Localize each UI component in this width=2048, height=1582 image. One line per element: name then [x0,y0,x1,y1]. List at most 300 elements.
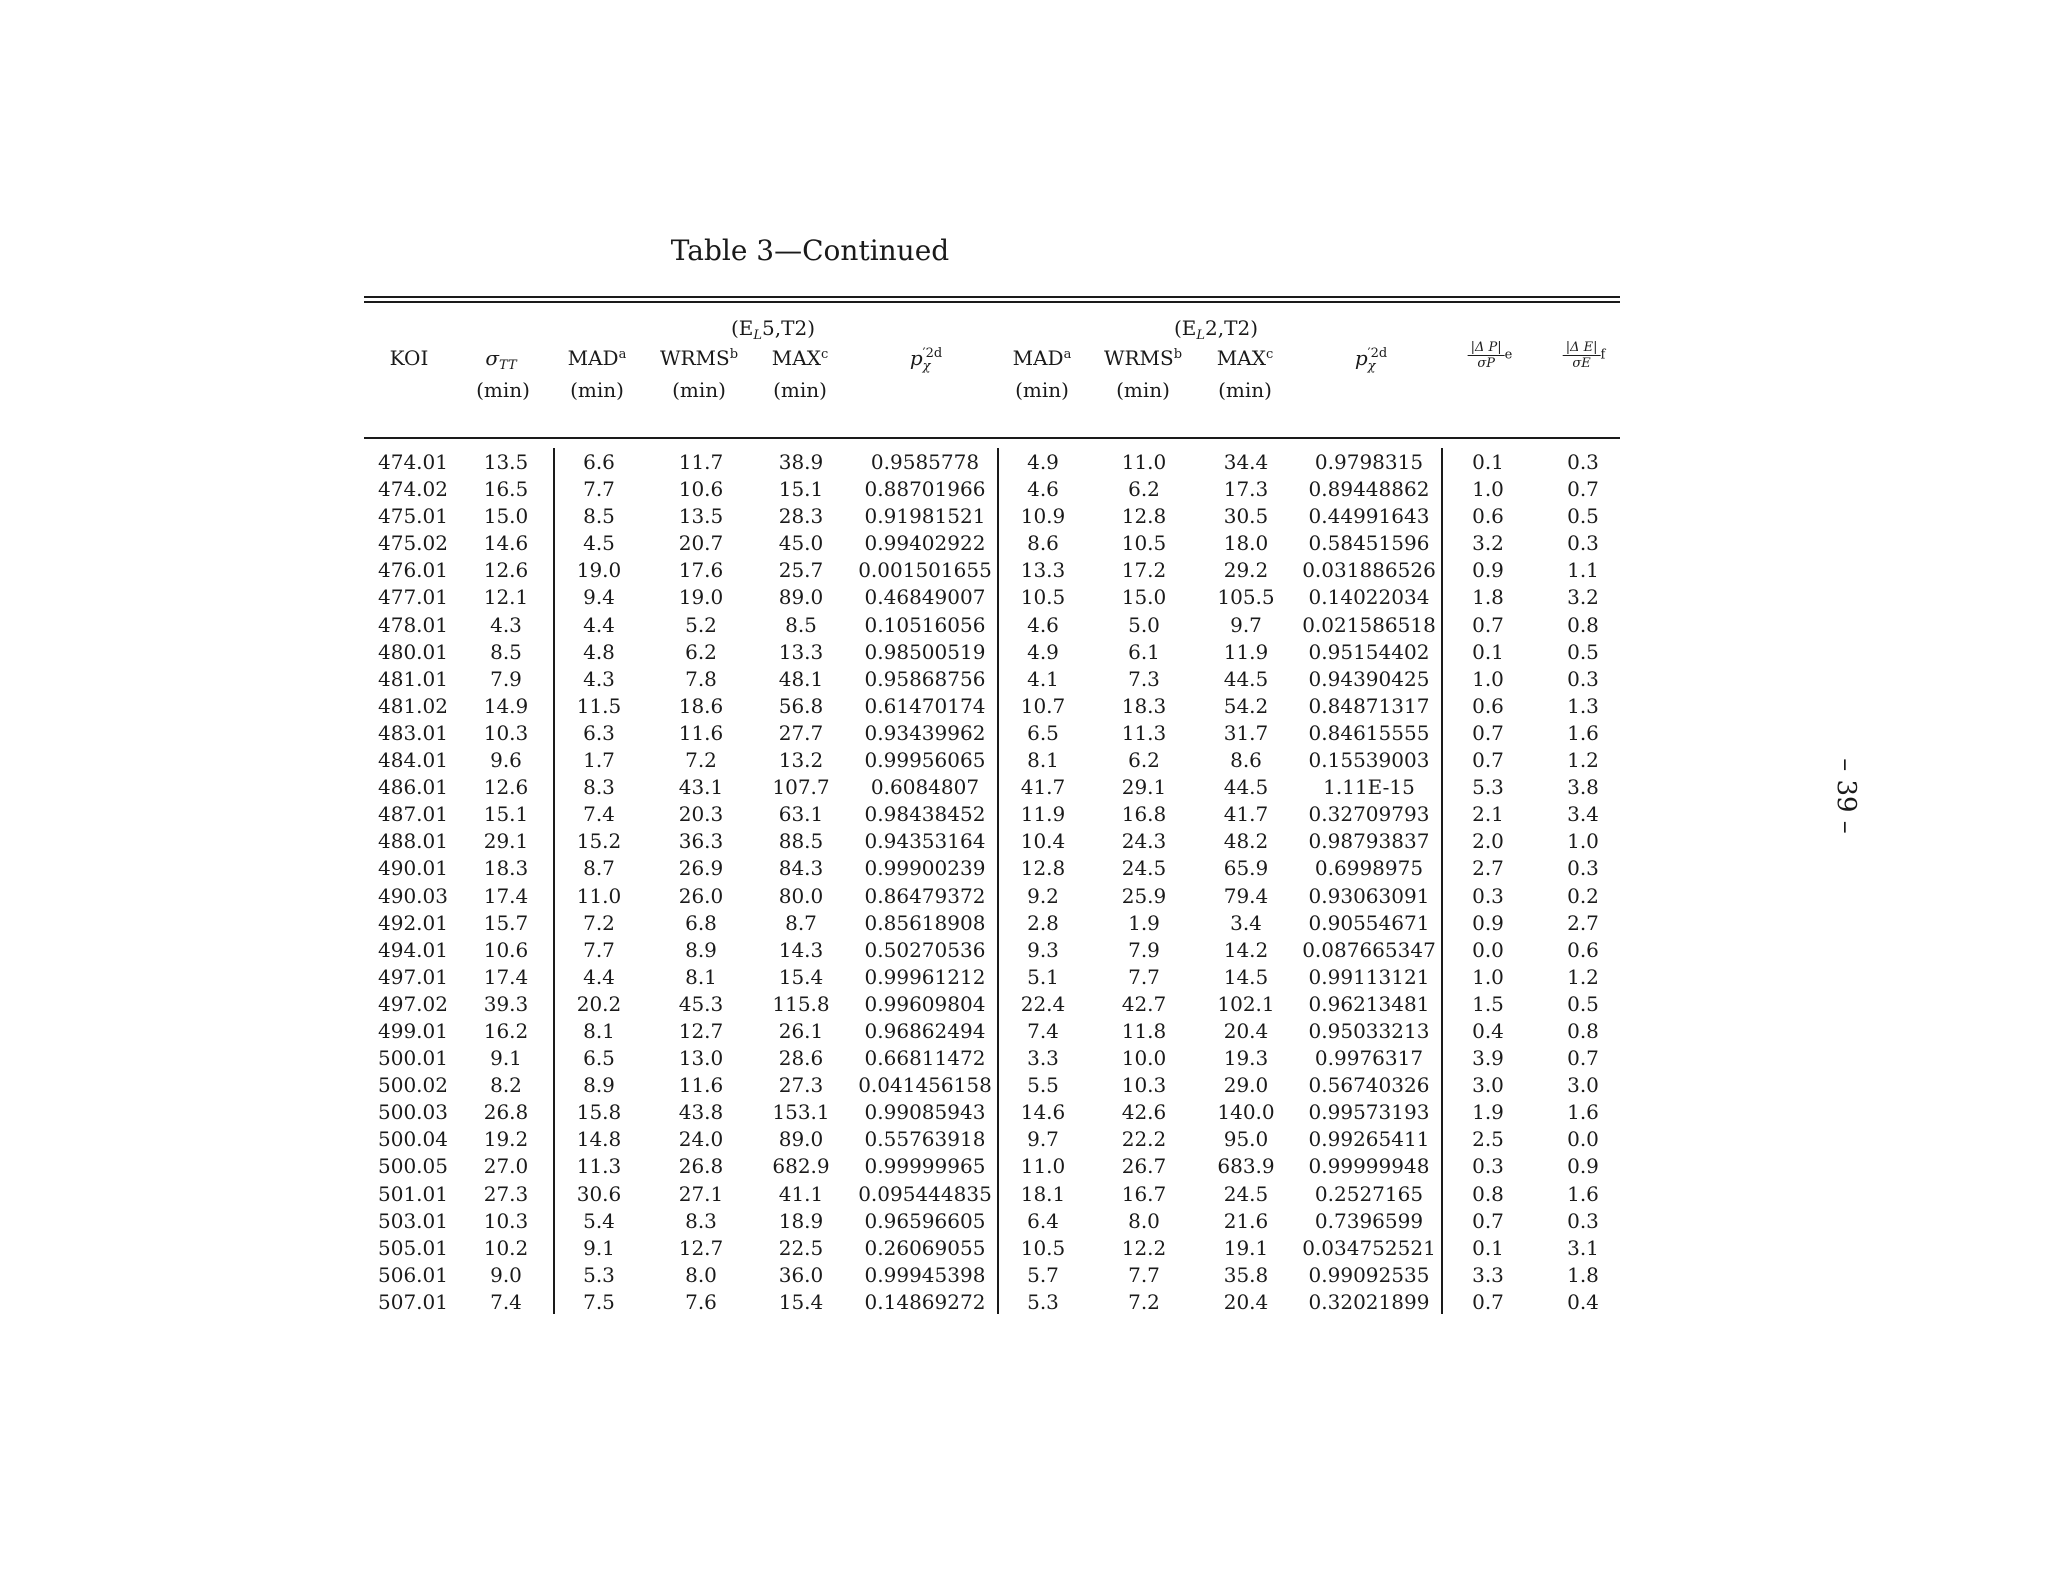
col-header-mad-2: MAD$^a$ [1012,346,1072,370]
cell-delta-e: 0.3 [1567,531,1599,556]
cell-sigma-tt: 7.4 [490,1289,522,1314]
cell-p-chi-el5: 0.10516056 [864,612,986,637]
cell-wrms-el5: 24.0 [678,1127,724,1152]
cell-p-chi-el2: 0.56740326 [1308,1073,1430,1098]
cell-p-chi-el2: 0.58451596 [1308,531,1430,556]
cell-mad-el2: 5.5 [1027,1073,1059,1098]
cell-p-chi-el2: 0.32709793 [1308,802,1430,827]
cell-sigma-tt: 14.6 [483,531,529,556]
cell-mad-el2: 18.1 [1020,1181,1066,1206]
cell-mad-el5: 6.6 [583,450,615,474]
cell-delta-p: 0.3 [1472,1154,1504,1179]
cell-p-chi-el5: 0.14869272 [864,1289,986,1314]
cell-max-el5: 15.1 [778,477,824,502]
cell-delta-p: 0.1 [1472,450,1504,474]
cell-koi: 487.01 [378,802,448,827]
cell-mad-el5: 11.3 [576,1154,622,1179]
table-row [0,855,1700,882]
cell-mad-el5: 7.7 [583,477,615,502]
cell-delta-p: 3.9 [1472,1046,1504,1071]
cell-delta-p: 0.7 [1472,748,1504,773]
cell-max-el2: 29.0 [1223,1073,1269,1098]
cell-p-chi-el2: 0.99573193 [1308,1100,1430,1125]
table-row [0,1262,1700,1289]
cell-wrms-el2: 11.3 [1121,720,1167,745]
cell-max-el2: 24.5 [1223,1181,1269,1206]
cell-koi: 500.02 [378,1073,448,1098]
cell-p-chi-el2: 0.99092535 [1308,1262,1430,1287]
cell-delta-e: 3.2 [1567,585,1599,610]
cell-wrms-el5: 11.6 [678,720,724,745]
cell-wrms-el2: 10.5 [1121,531,1167,556]
table-row [0,557,1700,584]
cell-mad-el5: 7.5 [583,1289,615,1314]
cell-wrms-el5: 26.9 [678,856,724,881]
cell-max-el2: 54.2 [1223,693,1269,718]
cell-koi: 506.01 [378,1262,448,1287]
cell-koi: 497.01 [378,964,448,989]
cell-p-chi-el2: 0.89448862 [1308,477,1430,502]
cell-mad-el5: 1.7 [583,748,615,773]
unit-mad-2: (min) [1015,378,1069,402]
cell-sigma-tt: 10.3 [483,720,529,745]
cell-max-el5: 48.1 [778,666,824,691]
col-header-delta-p: $\frac{\text{|Δ P|}}{\sigma P}$ e [1468,340,1513,371]
cell-delta-p: 0.7 [1472,1208,1504,1233]
cell-mad-el2: 3.3 [1027,1046,1059,1071]
cell-delta-e: 3.8 [1567,775,1599,800]
cell-koi: 480.01 [378,639,448,664]
cell-p-chi-el2: 0.087665347 [1302,937,1436,962]
cell-sigma-tt: 17.4 [483,964,529,989]
cell-max-el5: 84.3 [778,856,824,881]
cell-max-el2: 20.4 [1223,1018,1269,1043]
cell-delta-p: 3.0 [1472,1073,1504,1098]
table-row [0,1018,1700,1045]
cell-delta-e: 1.2 [1567,964,1599,989]
table-row [0,639,1700,666]
cell-koi: 490.03 [378,883,448,908]
cell-max-el2: 683.9 [1217,1154,1275,1179]
cell-delta-e: 1.3 [1567,693,1599,718]
table-row [0,1099,1700,1126]
cell-max-el2: 44.5 [1223,775,1269,800]
cell-wrms-el5: 8.3 [685,1208,717,1233]
cell-mad-el2: 13.3 [1020,558,1066,583]
table-row [0,720,1700,747]
cell-delta-e: 3.1 [1567,1235,1599,1260]
cell-koi: 484.01 [378,748,448,773]
cell-max-el5: 18.9 [778,1208,824,1233]
table-row [0,693,1700,720]
table-row [0,937,1700,964]
cell-sigma-tt: 10.6 [483,937,529,962]
cell-mad-el2: 4.9 [1027,450,1059,474]
cell-p-chi-el5: 0.88701966 [864,477,986,502]
cell-max-el2: 11.9 [1223,639,1269,664]
cell-max-el5: 88.5 [778,829,824,854]
cell-p-chi-el2: 0.9976317 [1314,1046,1424,1071]
table-row [0,449,1700,476]
cell-wrms-el2: 26.7 [1121,1154,1167,1179]
col-header-p-chi-2: p ′2d χ [1354,345,1388,374]
cell-koi: 499.01 [378,1018,448,1043]
cell-wrms-el2: 18.3 [1121,693,1167,718]
cell-wrms-el5: 7.6 [685,1289,717,1314]
cell-sigma-tt: 18.3 [483,856,529,881]
unit-mad-1: (min) [570,378,624,402]
cell-max-el5: 25.7 [778,558,824,583]
col-header-wrms-2: WRMS$^b$ [1103,346,1183,370]
cell-max-el2: 65.9 [1223,856,1269,881]
table-row [0,964,1700,991]
cell-wrms-el2: 15.0 [1121,585,1167,610]
cell-wrms-el5: 13.0 [678,1046,724,1071]
table-row [0,584,1700,611]
cell-wrms-el2: 11.8 [1121,1018,1167,1043]
cell-p-chi-el2: 0.7396599 [1314,1208,1424,1233]
cell-delta-p: 0.1 [1472,1235,1504,1260]
cell-wrms-el2: 8.0 [1128,1208,1160,1233]
cell-mad-el2: 6.4 [1027,1208,1059,1233]
cell-koi: 481.01 [378,666,448,691]
cell-sigma-tt: 19.2 [483,1127,529,1152]
cell-p-chi-el5: 0.98500519 [864,639,986,664]
cell-koi: 494.01 [378,937,448,962]
cell-p-chi-el5: 0.99085943 [864,1100,986,1125]
table-row [0,883,1700,910]
cell-delta-e: 0.5 [1567,639,1599,664]
cell-p-chi-el5: 0.86479372 [864,883,986,908]
cell-wrms-el2: 24.5 [1121,856,1167,881]
cell-delta-p: 1.8 [1472,585,1504,610]
cell-delta-e: 0.2 [1567,883,1599,908]
cell-p-chi-el2: 0.031886526 [1302,558,1436,583]
cell-mad-el5: 19.0 [576,558,622,583]
cell-max-el2: 44.5 [1223,666,1269,691]
cell-sigma-tt: 10.3 [483,1208,529,1233]
cell-p-chi-el2: 0.94390425 [1308,666,1430,691]
cell-max-el5: 28.6 [778,1046,824,1071]
cell-delta-e: 0.8 [1567,1018,1599,1043]
cell-wrms-el2: 5.0 [1128,612,1160,637]
cell-max-el5: 115.8 [772,991,830,1016]
cell-max-el2: 17.3 [1223,477,1269,502]
cell-mad-el5: 9.4 [583,585,615,610]
cell-delta-p: 0.6 [1472,693,1504,718]
cell-mad-el5: 30.6 [576,1181,622,1206]
cell-delta-p: 0.4 [1472,1018,1504,1043]
cell-max-el2: 41.7 [1223,802,1269,827]
cell-p-chi-el2: 0.034752521 [1302,1235,1436,1260]
cell-delta-e: 0.3 [1567,450,1599,474]
table-row [0,1045,1700,1072]
cell-delta-p: 3.3 [1472,1262,1504,1287]
cell-max-el5: 26.1 [778,1018,824,1043]
cell-mad-el2: 9.3 [1027,937,1059,962]
cell-mad-el2: 9.7 [1027,1127,1059,1152]
cell-max-el2: 19.1 [1223,1235,1269,1260]
cell-mad-el2: 22.4 [1020,991,1066,1016]
cell-max-el5: 28.3 [778,504,824,529]
cell-p-chi-el2: 0.9798315 [1314,450,1424,474]
cell-wrms-el2: 25.9 [1121,883,1167,908]
cell-delta-e: 3.4 [1567,802,1599,827]
unit-max-2: (min) [1218,378,1272,402]
cell-koi: 490.01 [378,856,448,881]
cell-mad-el5: 4.3 [583,666,615,691]
cell-max-el2: 140.0 [1217,1100,1275,1125]
cell-p-chi-el2: 0.90554671 [1308,910,1430,935]
cell-koi: 476.01 [378,558,448,583]
cell-p-chi-el2: 0.95033213 [1308,1018,1430,1043]
cell-wrms-el5: 7.8 [685,666,717,691]
cell-max-el2: 29.2 [1223,558,1269,583]
cell-delta-e: 0.3 [1567,666,1599,691]
cell-p-chi-el5: 0.99402922 [864,531,986,556]
cell-mad-el5: 7.2 [583,910,615,935]
cell-p-chi-el2: 0.99113121 [1308,964,1430,989]
cell-wrms-el5: 26.8 [678,1154,724,1179]
cell-p-chi-el2: 0.99999948 [1308,1154,1430,1179]
cell-p-chi-el5: 0.001501655 [858,558,992,583]
cell-delta-e: 0.3 [1567,856,1599,881]
cell-p-chi-el5: 0.99999965 [864,1154,986,1179]
cell-delta-e: 1.0 [1567,829,1599,854]
cell-max-el5: 8.7 [785,910,817,935]
cell-delta-e: 0.9 [1567,1154,1599,1179]
cell-wrms-el2: 12.8 [1121,504,1167,529]
cell-delta-e: 0.3 [1567,1208,1599,1233]
cell-p-chi-el5: 0.66811472 [864,1046,986,1071]
cell-max-el2: 18.0 [1223,531,1269,556]
cell-delta-e: 2.7 [1567,910,1599,935]
cell-wrms-el5: 11.6 [678,1073,724,1098]
cell-sigma-tt: 9.1 [490,1046,522,1071]
col-header-delta-e: $\frac{\text{|Δ E|}}{\sigma E}$ f [1563,340,1606,371]
cell-sigma-tt: 39.3 [483,991,529,1016]
cell-mad-el5: 4.4 [583,612,615,637]
cell-wrms-el5: 18.6 [678,693,724,718]
cell-mad-el2: 8.1 [1027,748,1059,773]
unit-max-1: (min) [773,378,827,402]
cell-koi: 497.02 [378,991,448,1016]
cell-mad-el5: 11.5 [576,693,622,718]
table-row [0,1208,1700,1235]
cell-delta-p: 0.7 [1472,720,1504,745]
cell-max-el5: 15.4 [778,1289,824,1314]
cell-sigma-tt: 7.9 [490,666,522,691]
cell-mad-el2: 12.8 [1020,856,1066,881]
cell-p-chi-el2: 0.021586518 [1302,612,1436,637]
cell-mad-el2: 2.8 [1027,910,1059,935]
cell-p-chi-el5: 0.99961212 [864,964,986,989]
cell-mad-el2: 14.6 [1020,1100,1066,1125]
cell-p-chi-el5: 0.93439962 [864,720,986,745]
cell-mad-el5: 6.3 [583,720,615,745]
cell-delta-p: 0.8 [1472,1181,1504,1206]
cell-max-el5: 8.5 [785,612,817,637]
cell-wrms-el2: 1.9 [1128,910,1160,935]
cell-wrms-el5: 43.8 [678,1100,724,1125]
header-rule [364,437,1620,439]
table-body [0,449,1700,1316]
cell-koi: 505.01 [378,1235,448,1260]
cell-wrms-el5: 8.1 [685,964,717,989]
col-header-max-2: MAX$^c$ [1216,346,1274,370]
cell-mad-el2: 4.6 [1027,477,1059,502]
cell-wrms-el5: 6.2 [685,639,717,664]
cell-sigma-tt: 9.0 [490,1262,522,1287]
cell-mad-el2: 10.5 [1020,1235,1066,1260]
cell-max-el5: 89.0 [778,585,824,610]
table-row [0,828,1700,855]
cell-wrms-el2: 7.7 [1128,964,1160,989]
table-row [0,530,1700,557]
table-row [0,503,1700,530]
cell-koi: 500.03 [378,1100,448,1125]
cell-mad-el5: 4.8 [583,639,615,664]
cell-delta-p: 1.9 [1472,1100,1504,1125]
cell-koi: 500.01 [378,1046,448,1071]
cell-koi: 475.02 [378,531,448,556]
cell-mad-el2: 4.9 [1027,639,1059,664]
cell-max-el5: 13.3 [778,639,824,664]
cell-koi: 474.02 [378,477,448,502]
cell-sigma-tt: 12.1 [483,585,529,610]
cell-max-el2: 79.4 [1223,883,1269,908]
cell-koi: 500.05 [378,1154,448,1179]
cell-p-chi-el5: 0.99945398 [864,1262,986,1287]
cell-wrms-el2: 42.6 [1121,1100,1167,1125]
table-row [0,774,1700,801]
cell-delta-e: 0.5 [1567,504,1599,529]
cell-delta-p: 2.5 [1472,1127,1504,1152]
cell-mad-el2: 5.7 [1027,1262,1059,1287]
cell-wrms-el2: 7.9 [1128,937,1160,962]
unit-wrms-1: (min) [672,378,726,402]
cell-max-el2: 14.2 [1223,937,1269,962]
cell-p-chi-el5: 0.96596605 [864,1208,986,1233]
table-caption: Table 3—Continued [670,234,950,267]
cell-max-el2: 8.6 [1230,748,1262,773]
cell-p-chi-el2: 0.84871317 [1308,693,1430,718]
cell-max-el2: 35.8 [1223,1262,1269,1287]
cell-p-chi-el2: 1.11E-15 [1323,775,1415,800]
cell-p-chi-el2: 0.98793837 [1308,829,1430,854]
cell-mad-el5: 6.5 [583,1046,615,1071]
cell-wrms-el2: 12.2 [1121,1235,1167,1260]
cell-wrms-el5: 8.9 [685,937,717,962]
cell-mad-el5: 8.7 [583,856,615,881]
col-header-p-chi-1: p ′2d χ [909,345,943,374]
col-header-wrms-1: WRMS$^b$ [659,346,739,370]
cell-delta-p: 1.0 [1472,477,1504,502]
table-row [0,910,1700,937]
cell-wrms-el5: 17.6 [678,558,724,583]
cell-max-el5: 41.1 [778,1181,824,1206]
cell-mad-el2: 7.4 [1027,1018,1059,1043]
cell-max-el2: 20.4 [1223,1289,1269,1314]
cell-p-chi-el2: 0.99265411 [1308,1127,1430,1152]
cell-sigma-tt: 27.3 [483,1181,529,1206]
cell-sigma-tt: 4.3 [490,612,522,637]
cell-p-chi-el2: 0.14022034 [1308,585,1430,610]
cell-sigma-tt: 12.6 [483,775,529,800]
cell-koi: 501.01 [378,1181,448,1206]
cell-koi: 477.01 [378,585,448,610]
cell-max-el2: 31.7 [1223,720,1269,745]
cell-mad-el2: 11.0 [1020,1154,1066,1179]
cell-sigma-tt: 13.5 [483,450,529,474]
top-double-rule-upper [364,296,1620,298]
cell-delta-e: 0.5 [1567,991,1599,1016]
cell-p-chi-el5: 0.041456158 [858,1073,992,1098]
cell-max-el5: 107.7 [772,775,830,800]
table-row [0,476,1700,503]
cell-mad-el2: 4.6 [1027,612,1059,637]
cell-koi: 503.01 [378,1208,448,1233]
cell-p-chi-el2: 0.84615555 [1308,720,1430,745]
cell-sigma-tt: 29.1 [483,829,529,854]
cell-mad-el5: 11.0 [576,883,622,908]
cell-max-el2: 48.2 [1223,829,1269,854]
page-number: – 39 – [1831,758,1861,834]
cell-max-el5: 89.0 [778,1127,824,1152]
cell-delta-e: 1.6 [1567,1100,1599,1125]
cell-wrms-el5: 27.1 [678,1181,724,1206]
cell-max-el2: 34.4 [1223,450,1269,474]
cell-delta-p: 2.1 [1472,802,1504,827]
cell-p-chi-el5: 0.9585778 [870,450,980,474]
table-row [0,747,1700,774]
cell-koi: 474.01 [378,450,448,474]
col-header-koi: KOI [389,346,429,370]
cell-mad-el5: 15.2 [576,829,622,854]
cell-wrms-el2: 10.0 [1121,1046,1167,1071]
cell-delta-e: 1.6 [1567,1181,1599,1206]
cell-koi: 492.01 [378,910,448,935]
cell-wrms-el2: 6.1 [1128,639,1160,664]
cell-delta-p: 0.7 [1472,1289,1504,1314]
cell-p-chi-el5: 0.46849007 [864,585,986,610]
cell-wrms-el5: 43.1 [678,775,724,800]
cell-delta-e: 3.0 [1567,1073,1599,1098]
cell-wrms-el5: 12.7 [678,1018,724,1043]
cell-delta-p: 2.0 [1472,829,1504,854]
cell-max-el5: 63.1 [778,802,824,827]
cell-p-chi-el5: 0.99609804 [864,991,986,1016]
cell-wrms-el5: 45.3 [678,991,724,1016]
cell-p-chi-el2: 0.32021899 [1308,1289,1430,1314]
cell-mad-el5: 4.5 [583,531,615,556]
cell-mad-el5: 14.8 [576,1127,622,1152]
cell-p-chi-el2: 0.44991643 [1308,504,1430,529]
cell-p-chi-el5: 0.91981521 [864,504,986,529]
table-row [0,991,1700,1018]
cell-koi: 478.01 [378,612,448,637]
cell-koi: 475.01 [378,504,448,529]
cell-koi: 488.01 [378,829,448,854]
cell-p-chi-el5: 0.50270536 [864,937,986,962]
cell-mad-el2: 10.7 [1020,693,1066,718]
cell-delta-p: 5.3 [1472,775,1504,800]
table-row [0,1153,1700,1180]
cell-sigma-tt: 15.1 [483,802,529,827]
cell-max-el2: 3.4 [1230,910,1262,935]
cell-p-chi-el5: 0.85618908 [864,910,986,935]
cell-wrms-el2: 10.3 [1121,1073,1167,1098]
